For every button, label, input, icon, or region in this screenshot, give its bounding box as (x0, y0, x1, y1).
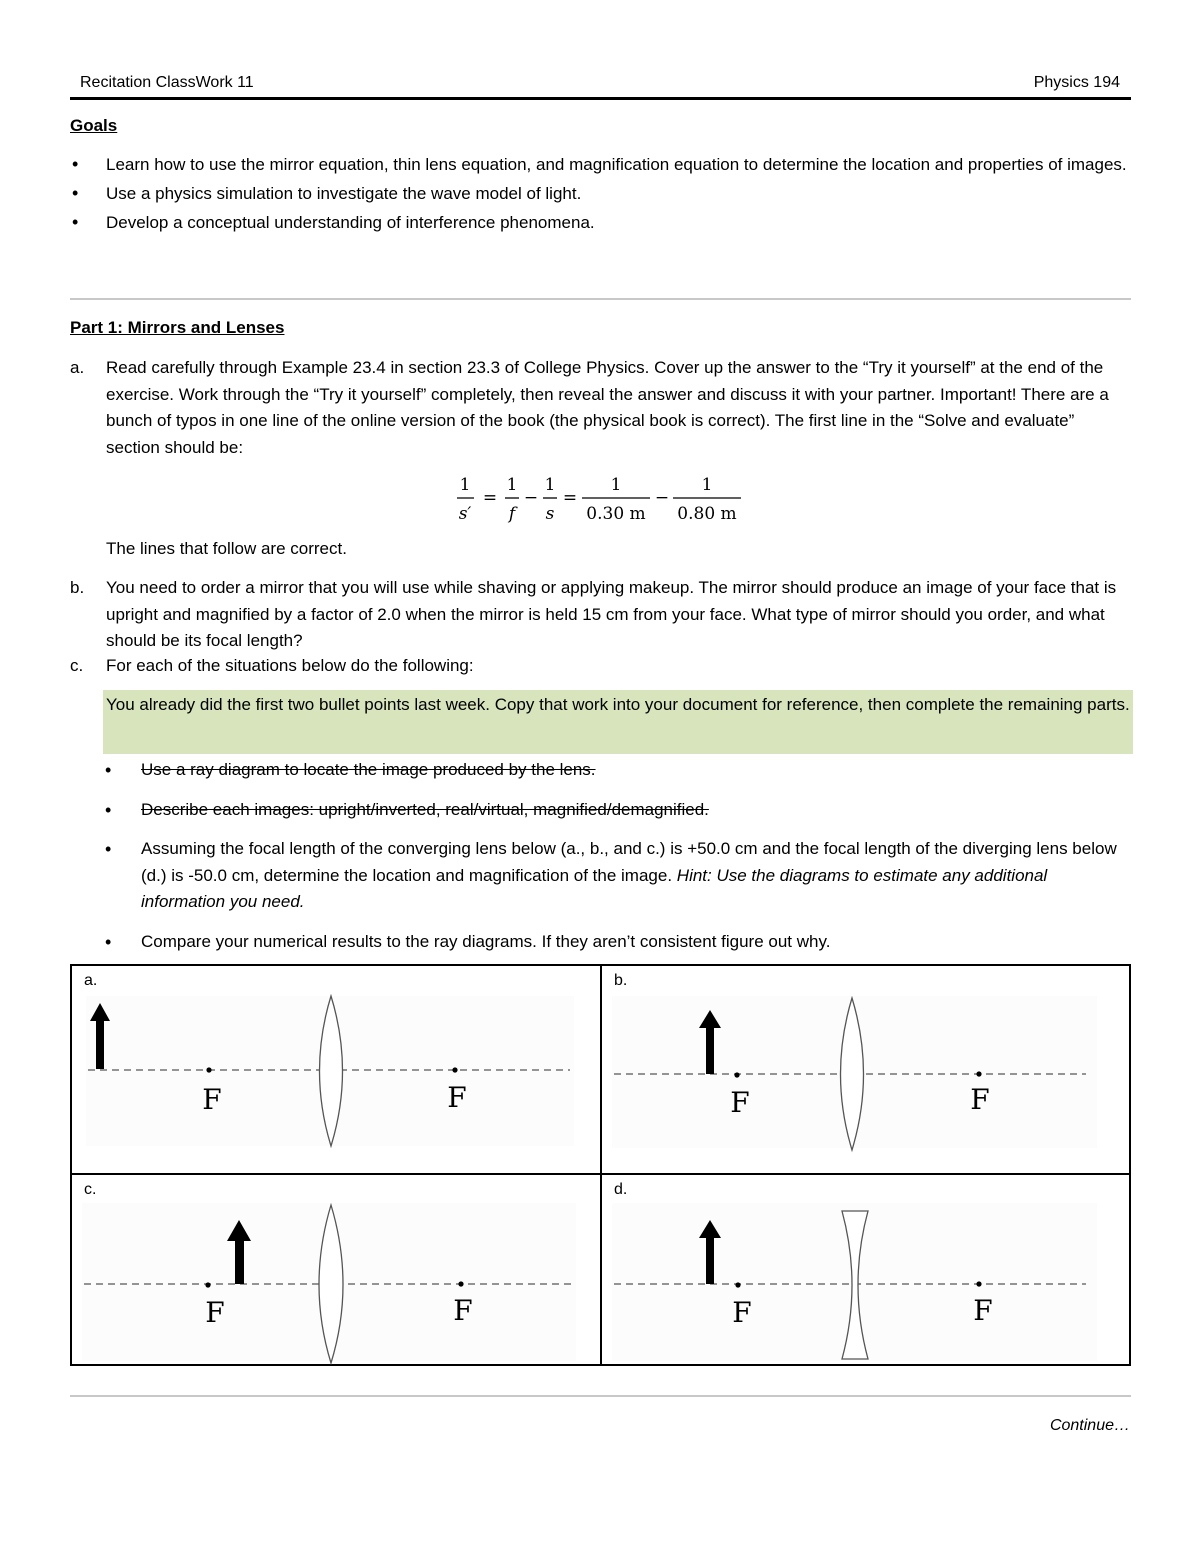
focal-point-right (976, 1281, 981, 1286)
task-calc-text: Assuming the focal length of the converging lens below (a., b., and c.) is +50.0 cm and the focal length of the diverging lens below (d.) is -50.0 cm, determine the location and magnification of the image. (141, 839, 1117, 885)
note-text: You already did the first two bullet points last week. Copy that work into your document for reference, then complete the remaining parts. (106, 695, 1130, 714)
eq-num-5: 1 (701, 475, 713, 495)
eq-minus-2: − (654, 488, 670, 508)
question-a-label: a. (70, 358, 85, 377)
section-divider (70, 298, 1131, 300)
focal-point-right (452, 1067, 457, 1072)
focal-label-left: F (202, 1083, 222, 1116)
goals-list (70, 150, 1135, 237)
task-hint: Hint: Use the diagrams to estimate any additional information you need. (141, 865, 1048, 911)
question-b-label: b. (70, 578, 85, 597)
highlighted-note (103, 690, 1133, 754)
question-c (70, 653, 1130, 680)
focal-label-right: F (973, 1294, 993, 1327)
diagram-d-figure (602, 1175, 1129, 1365)
goal-item: • Learn how to use the mirror equation, thin lens equation, and magnification equation to determine the location and properties of images. (70, 150, 1135, 179)
part1-heading: Part 1: Mirrors and Lenses (70, 318, 285, 337)
task-item-describe: • Describe each images: upright/inverted, real/virtual, magnified/demagnified. (103, 797, 1133, 824)
diagram-b-figure (602, 966, 1129, 1171)
thin-lens-equation (455, 470, 755, 526)
focal-point-left (735, 1282, 740, 1287)
panel-label: c. (84, 1181, 97, 1198)
eq-num-4: 1 (610, 475, 622, 495)
focal-label-right: F (447, 1081, 467, 1114)
task-item-compare: • Compare your numerical results to the ray diagrams. If they aren’t consistent figure out why. (103, 929, 1133, 956)
focal-label-left: F (205, 1296, 225, 1329)
task-item-ray-diagram: • Use a ray diagram to locate the image produced by the lens. (103, 757, 1133, 784)
eq-den-s: s (545, 504, 555, 524)
focal-point-left (734, 1072, 739, 1077)
focal-point-left (205, 1282, 210, 1287)
diagram-a-figure (72, 966, 599, 1171)
diagram-panel-c (72, 1175, 599, 1380)
eq-num-3: 1 (544, 475, 556, 495)
panel-label: a. (84, 972, 98, 989)
diagram-panel-d (602, 1175, 1129, 1380)
diagram-c-figure (72, 1175, 599, 1365)
focal-point-left (206, 1067, 211, 1072)
task-list (103, 757, 1133, 968)
header-course-title: Recitation ClassWork 11 (80, 74, 254, 91)
focal-point-right (458, 1281, 463, 1286)
continue-note: Continue… (1049, 1417, 1130, 1434)
panel-label: d. (614, 1181, 628, 1198)
diagram-panel-b (602, 966, 1129, 1171)
eq-den-f: f (508, 504, 516, 524)
question-a-after: The lines that follow are correct. (106, 539, 347, 558)
goals-heading: Goals (70, 116, 118, 135)
diagram-panel-a (72, 966, 599, 1171)
eq-den-s-prime: s′ (458, 504, 472, 524)
eq-num-2: 1 (506, 475, 518, 495)
footer-divider (70, 1395, 1131, 1397)
focal-label-left: F (730, 1086, 750, 1119)
focal-label-right: F (453, 1294, 473, 1327)
eq-minus-1: − (523, 488, 539, 508)
goal-item: • Use a physics simulation to investigate the wave model of light. (70, 179, 1135, 208)
panel-label: b. (614, 972, 628, 989)
question-b-text: You need to order a mirror that you will use while shaving or applying makeup. The mirror should produce an image of your face that is upright and magnified by a factor of 2.0 when the mirror is held 15 cm from your face. What type of mirror should you order, and what should be its focal length? (106, 578, 1117, 650)
question-a-text: Read carefully through Example 23.4 in section 23.3 of College Physics. Cover up the answer to the “Try it yourself” at the end of the exercise. Work through the “Try it yourself” completely, then reveal the answer and discuss it with your partner. Important! There are a bunch of typos in one line of the online version of the book (the physical book is correct). The first line in the “Solve and evaluate” section should be: (106, 358, 1109, 457)
page-header (80, 74, 1120, 92)
question-a (70, 355, 1130, 461)
focal-point-right (976, 1071, 981, 1076)
focal-label-right: F (970, 1083, 990, 1116)
eq-equals-2: = (562, 488, 578, 508)
eq-num-1: 1 (459, 475, 471, 495)
question-c-text: For each of the situations below do the following: (106, 656, 474, 675)
header-rule (70, 97, 1131, 100)
eq-den-080: 0.80 m (677, 504, 737, 524)
question-a-followup (70, 536, 1130, 563)
eq-den-030: 0.30 m (586, 504, 646, 524)
header-subject: Physics 194 (1033, 74, 1120, 91)
goal-item: • Develop a conceptual understanding of interference phenomena. (70, 208, 1135, 237)
task-item-calculate (103, 836, 1133, 916)
lens-diagram-grid (70, 964, 1131, 1366)
question-c-label: c. (70, 656, 84, 675)
question-b (70, 575, 1130, 655)
focal-label-left: F (732, 1296, 752, 1329)
eq-equals-1: = (482, 488, 498, 508)
